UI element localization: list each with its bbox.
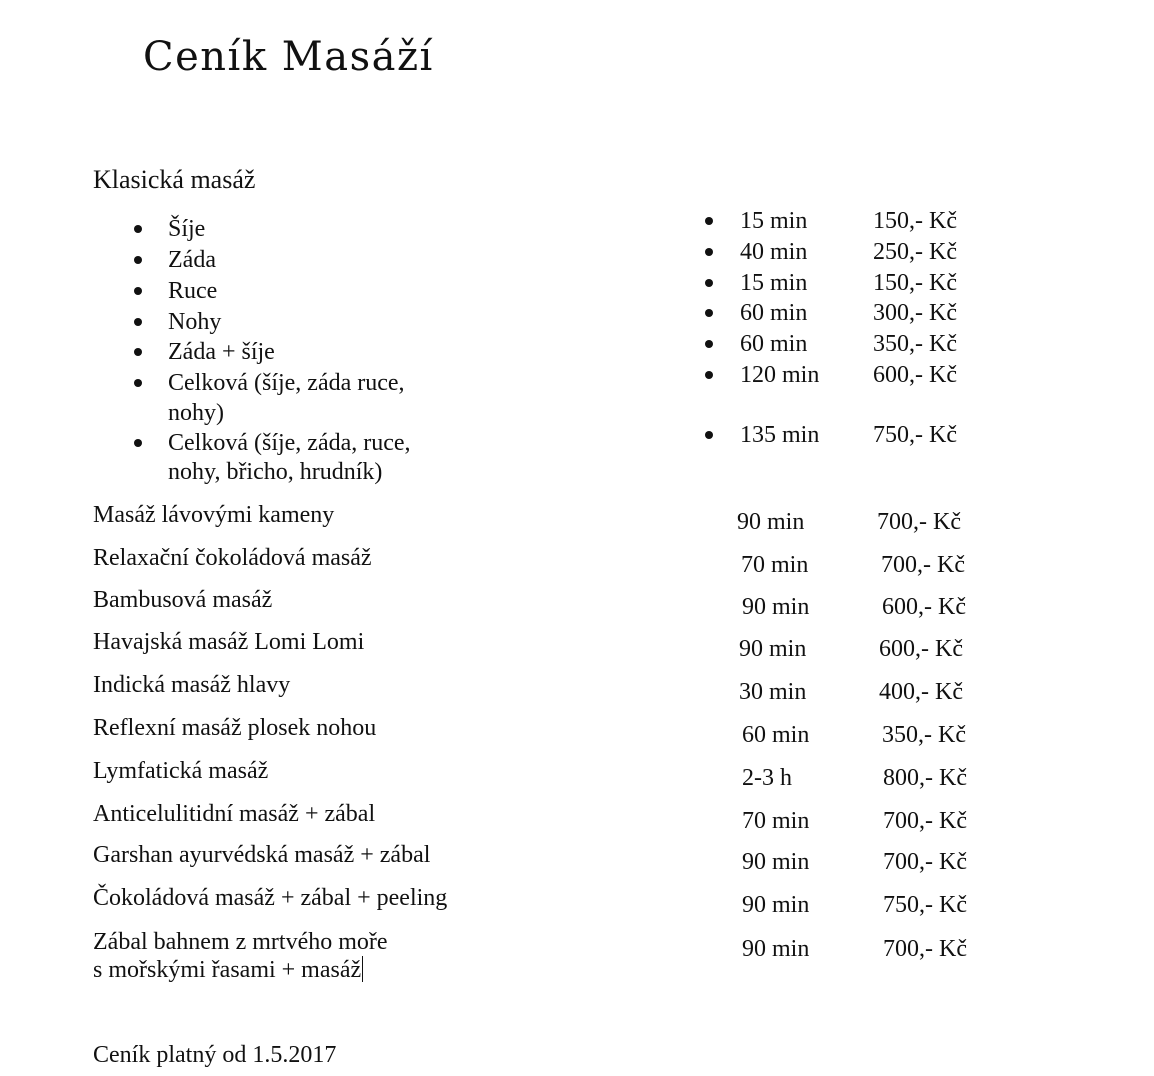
bullet-icon — [705, 371, 713, 379]
service-price: 700,- Kč — [881, 552, 965, 578]
classic-item-label: Záda + šíje — [168, 339, 275, 365]
classic-item-label: Šíje — [168, 216, 206, 242]
service-duration: 90 min — [742, 892, 810, 918]
classic-item-price: 150,- Kč — [873, 208, 957, 234]
classic-item-duration: 15 min — [740, 208, 808, 234]
service-duration: 70 min — [741, 552, 809, 578]
bullet-icon — [134, 225, 142, 233]
classic-item-duration: 40 min — [740, 239, 808, 265]
service-name-line2[interactable] — [93, 955, 363, 985]
classic-item-label: Nohy — [168, 309, 222, 335]
service-name: Bambusová masáž — [93, 587, 273, 613]
service-duration: 30 min — [739, 679, 807, 705]
classic-item-price: 300,- Kč — [873, 300, 957, 326]
bullet-icon — [134, 256, 142, 264]
text-cursor — [362, 956, 363, 982]
classic-item-price: 600,- Kč — [873, 362, 957, 388]
service-name: Lymfatická masáž — [93, 758, 269, 784]
service-duration: 90 min — [737, 509, 805, 535]
validity-note: Ceník platný od 1.5.2017 — [93, 1042, 337, 1068]
classic-item-label-line2: nohy, břicho, hrudník) — [168, 459, 383, 485]
service-price: 700,- Kč — [883, 849, 967, 875]
classic-item-duration: 15 min — [740, 270, 808, 296]
service-name: Relaxační čokoládová masáž — [93, 545, 372, 571]
service-price: 800,- Kč — [883, 765, 967, 791]
service-price: 350,- Kč — [882, 722, 966, 748]
classic-item-duration: 135 min — [740, 422, 820, 448]
bullet-icon — [705, 217, 713, 225]
service-name-line1: Zábal bahnem z mrtvého moře — [93, 929, 388, 955]
service-duration: 90 min — [742, 936, 810, 962]
classic-item-price: 250,- Kč — [873, 239, 957, 265]
bullet-icon — [134, 439, 142, 447]
service-name: Reflexní masáž plosek nohou — [93, 715, 377, 741]
classic-item-label-line1: Celková (šíje, záda ruce, — [168, 370, 405, 396]
service-name-line2-text: s mořskými řasami + masáž — [93, 957, 362, 983]
service-name: Indická masáž hlavy — [93, 672, 291, 698]
bullet-icon — [705, 279, 713, 287]
service-price: 700,- Kč — [877, 509, 961, 535]
service-name: Masáž lávovými kameny — [93, 502, 335, 528]
service-duration: 70 min — [742, 808, 810, 834]
service-price: 600,- Kč — [882, 594, 966, 620]
classic-item-label-line1: Celková (šíje, záda, ruce, — [168, 430, 411, 456]
service-duration: 90 min — [739, 636, 807, 662]
service-name: Anticelulitidní masáž + zábal — [93, 801, 376, 827]
service-duration: 60 min — [742, 722, 810, 748]
classic-item-price: 150,- Kč — [873, 270, 957, 296]
service-duration: 2-3 h — [742, 765, 792, 791]
classic-item-label: Záda — [168, 247, 216, 273]
bullet-icon — [134, 379, 142, 387]
service-name: Garshan ayurvédská masáž + zábal — [93, 842, 431, 868]
service-price: 750,- Kč — [883, 892, 967, 918]
section-heading-classic: Klasická masáž — [93, 165, 256, 194]
bullet-icon — [705, 309, 713, 317]
bullet-icon — [134, 318, 142, 326]
classic-item-duration: 120 min — [740, 362, 820, 388]
service-duration: 90 min — [742, 849, 810, 875]
service-price: 700,- Kč — [883, 936, 967, 962]
bullet-icon — [134, 287, 142, 295]
bullet-icon — [705, 431, 713, 439]
service-name: Havajská masáž Lomi Lomi — [93, 629, 365, 655]
classic-item-duration: 60 min — [740, 331, 808, 357]
service-price: 700,- Kč — [883, 808, 967, 834]
service-price: 600,- Kč — [879, 636, 963, 662]
service-duration: 90 min — [742, 594, 810, 620]
bullet-icon — [134, 348, 142, 356]
bullet-icon — [705, 340, 713, 348]
service-name: Čokoládová masáž + zábal + peeling — [93, 885, 448, 911]
classic-item-label-line2: nohy) — [168, 400, 224, 426]
classic-item-price: 750,- Kč — [873, 422, 957, 448]
bullet-icon — [705, 248, 713, 256]
classic-item-duration: 60 min — [740, 300, 808, 326]
service-price: 400,- Kč — [879, 679, 963, 705]
classic-item-price: 350,- Kč — [873, 331, 957, 357]
page-title: Ceník Masáží — [143, 34, 434, 80]
classic-item-label: Ruce — [168, 278, 218, 304]
